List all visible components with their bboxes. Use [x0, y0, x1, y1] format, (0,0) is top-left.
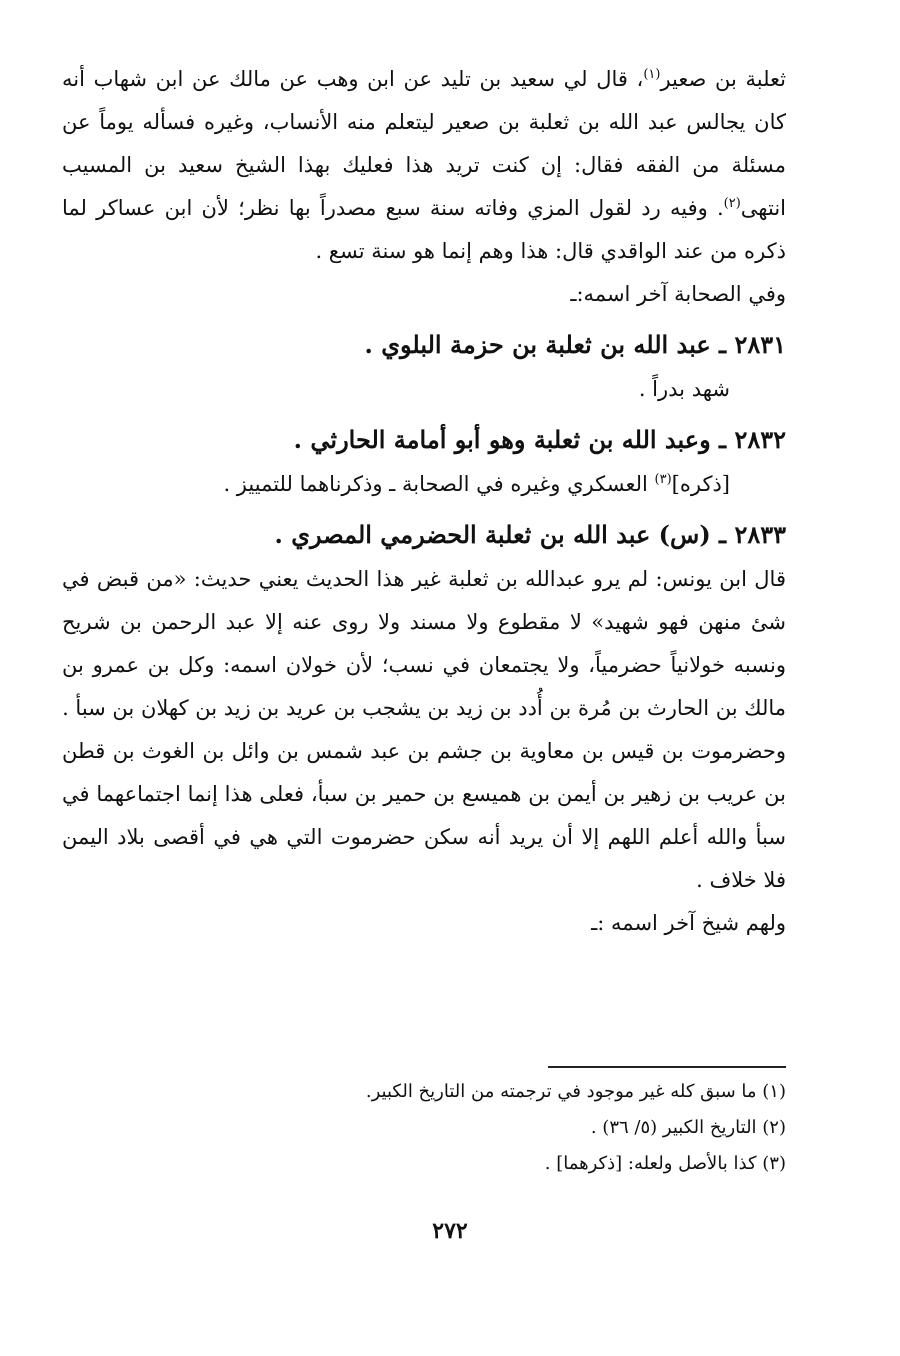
footnote-divider: [548, 1066, 786, 1068]
ibn-yunus-paragraph: قال ابن يونس: لم يرو عبدالله بن ثعلبة غير هذا الحديث يعني حديث: «من قبض في شئ منهن فهو شهيد» لا مقطوع ولا مسند ولا روى عنه إلا عبد الرحمن بن شريح ونسبه خولانياً حضرمياً، ولا يجتمعان في نسب؛ لأن خولان اسمه: وكل بن عمرو بن مالك بن الحارث بن مُرة بن أُدد بن زيد بن يشجب بن عريد بن زيد بن كهلان بن سبأ .: [62, 567, 786, 720]
page-body: [62, 58, 786, 945]
footnote-1: (١) ما سبق كله غير موجود في ترجمته من التاريخ الكبير.: [365, 1081, 786, 1102]
another-shaykh-line: ولهم شيخ آخر اسمه :ـ: [591, 911, 786, 935]
entry-heading-2831: [62, 322, 786, 368]
entry-number: ٢٨٣٢: [734, 425, 786, 454]
footnote-ref-1[interactable]: (١): [643, 67, 661, 82]
footnote-ref-2[interactable]: (٢): [723, 196, 741, 211]
footnote-2: (٢) التاريخ الكبير (٥/ ٣٦) .: [590, 1117, 786, 1138]
intro-text-b: ، قال لي سعيد بن تليد عن ابن وهب عن مالك عن ابن شهاب أنه كان يجالس عبد الله بن ثعلبة بن صعير ليتعلم منه الأنساب، وغيره فسأله يوماً عن مسئلة من الفقه فقال: إن كنت تريد هذا فعليك بهذا الشيخ سعيد بن المسيب انتهى: [62, 67, 786, 220]
hadramawt-paragraph: وحضرموت بن قيس بن معاوية بن جشم بن عبد شمس بن وائل بن الغوث بن قطن بن عريب بن زهير بن أيمن بن هميسع بن حمير بن سبأ، فعلى هذا إنما اجتماعهما في سبأ والله أعلم اللهم إلا أن يريد أنه سكن حضرموت التي هي في أقصى بلاد اليمن فلا خلاف .: [62, 739, 786, 892]
intro-text-a: ثعلبة بن صعير: [660, 67, 786, 91]
entry-number: ٢٨٣٣: [734, 520, 786, 549]
entry-title: ـ عبد الله بن ثعلبة بن حزمة البلوي .: [364, 330, 727, 359]
entry-title: ـ وعبد الله بن ثعلبة وهو أبو أمامة الحارثي .: [293, 425, 727, 454]
entry-note-text-a: [ذكره]: [671, 472, 730, 496]
footnotes: [62, 1074, 786, 1182]
entry-note-2832: [62, 463, 730, 506]
intro-text-c: . وفيه رد لقول المزي وفاته سنة سبع مصدراً بها نظر؛ لأن ابن عساكر لما ذكره من عند الواقدي قال: هذا وهم إنما هو سنة تسع .: [62, 196, 786, 263]
footnote-ref-3[interactable]: (٣): [654, 472, 672, 487]
entry-heading-2832: [62, 417, 786, 463]
companions-intro: وفي الصحابة آخر اسمه:ـ: [570, 282, 786, 306]
page-number: ٢٧٢: [432, 1218, 468, 1244]
intro-paragraph: [62, 58, 786, 273]
entry-note-2831: شهد بدراً .: [638, 377, 730, 401]
entry-title: ـ (س) عبد الله بن ثعلبة الحضرمي المصري .: [274, 520, 727, 549]
entry-number: ٢٨٣١: [734, 330, 786, 359]
footnote-3: (٣) كذا بالأصل ولعله: [ذكرهما] .: [544, 1153, 786, 1174]
entry-heading-2833: [62, 512, 786, 558]
entry-note-text-b: العسكري وغيره في الصحابة ـ وذكرناهما للتمييز .: [223, 472, 655, 496]
